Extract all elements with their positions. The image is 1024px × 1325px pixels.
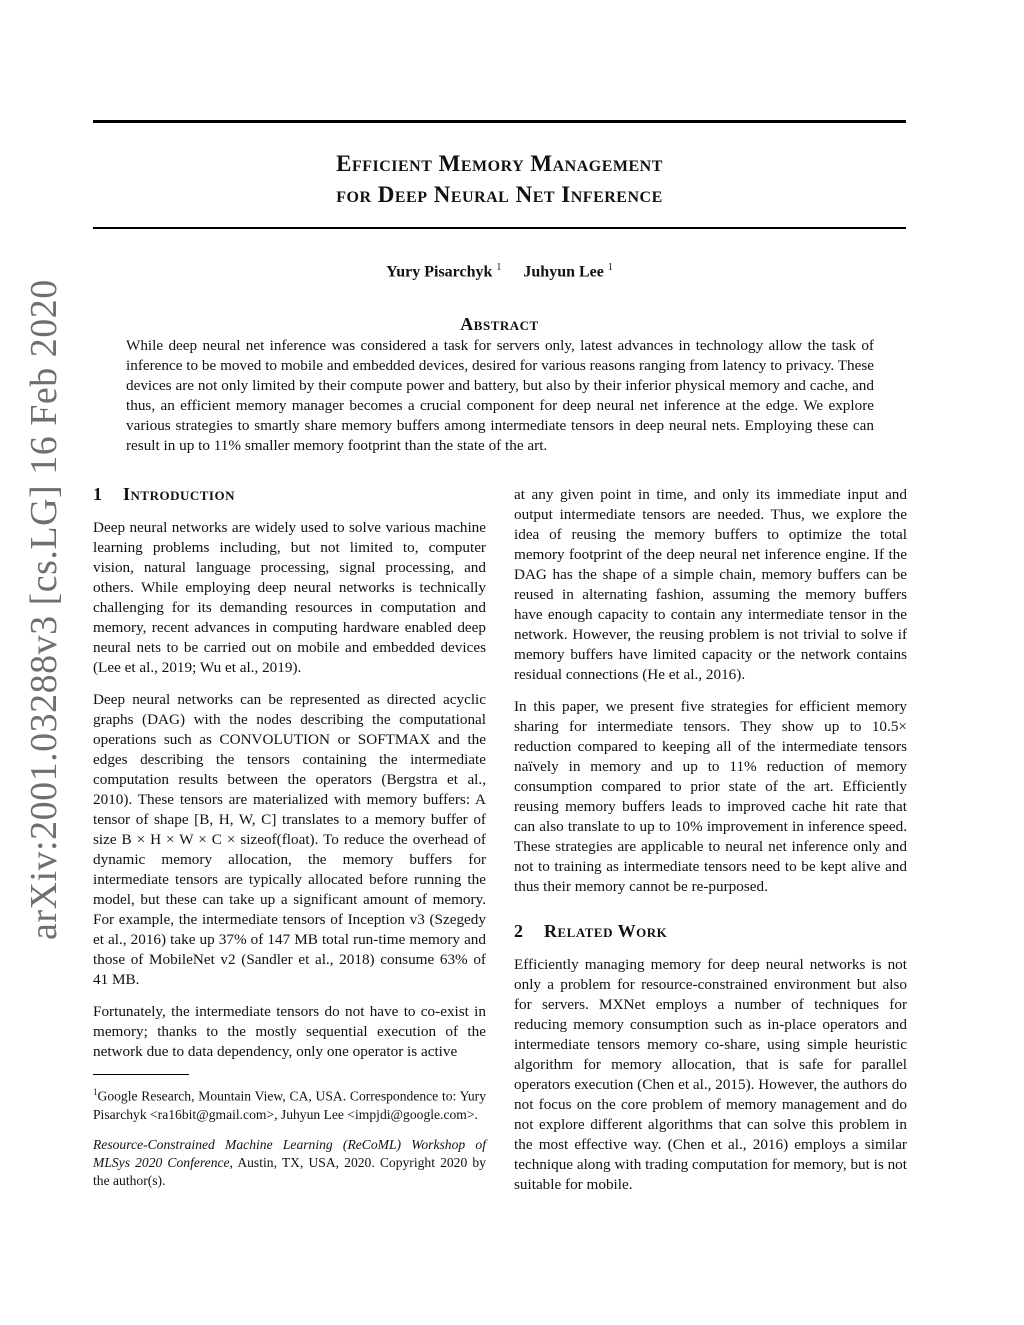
abstract-heading: Abstract <box>460 314 539 334</box>
abstract-text: While deep neural net inference was considered a task for servers only, latest advances in technology allow the task of inference to be moved to mobile and embedded devices, desired for various reasons ranging from latency to privacy. These devices are not only limited by their compute power and battery, but also by their inferior physical memory and cache, and thus, an efficient memory manager becomes a crucial component for deep neural net inference at the edge. We explore various strategies to smartly share memory buffers among intermediate tensors in deep neural nets. Employing these can result in up to 11% smaller memory footprint than the state of the art. <box>126 337 874 454</box>
paragraph: Efficiently managing memory for deep neural networks is not only a problem for resource-constrained environment but also for servers. MXNet employs a number of techniques for reducing memory consumption such as in-place operators and intermediate tensors memory co-share, using simple heuristic algorithm for memory allocation, that is safe for parallel operators execution (Chen et al., 2015). However, the authors do not focus on the core problem of memory management and do not explore different algorithms that can solve this problem in the most effective way. (Chen et al., 2016) employs a similar technique along with trading computation for memory, but is not suitable for mobile. <box>514 956 907 1193</box>
left-column <box>93 484 486 1202</box>
paragraph: Fortunately, the intermediate tensors do not have to co-exist in memory; thanks to the mostly sequential execution of the network due to data dependency, only one operator is active <box>93 1003 486 1060</box>
workshop-details: , Austin, TX, USA, 2020. Copyright 2020 by the author(s). <box>93 1154 486 1188</box>
paragraph: In this paper, we present five strategies for efficient memory sharing for intermediate tensors. They show up to 10.5× reduction compared to keeping all of the intermediate tensors naïvely in memory and up to 11% reduction of memory consumption compared to prior state of the art. Efficiently reusing memory buffers leads to improved cache hit rate that can also translate to up to 10% improvement in inference speed. These strategies are applicable to neural net inference only and not to training as intermediate tensors need to be kept alive and thus their memory cannot be re-purposed. <box>514 698 907 895</box>
section-number: 1 <box>93 484 103 504</box>
title-line-2: for Deep Neural Net Inference <box>336 182 663 207</box>
author-affiliation-mark: 1 <box>607 262 613 273</box>
footnote-text: Google Research, Mountain View, CA, USA. Correspondence to: Yury Pisarchyk <ra16bit@gmail.com>, Juhyun Lee <impjdi@google.com>. <box>93 1088 486 1122</box>
author-name: Yury Pisarchyk <box>386 263 493 281</box>
paper-title <box>93 148 906 210</box>
section-heading-introduction <box>93 484 486 504</box>
title-line-1: Efficient Memory Management <box>336 151 663 176</box>
workshop-note <box>93 1136 486 1190</box>
footnote-rule <box>93 1074 189 1075</box>
workshop-venue: Resource-Constrained Machine Learning (ReCoML) Workshop of MLSys 2020 Conference <box>93 1136 486 1170</box>
paragraph: at any given point in time, and only its immediate input and output intermediate tensors are needed. Thus, we explore the idea of reusing the memory buffers to optimize the total memory footprint of the deep neural net inference engine. If the DAG has the shape of a simple chain, memory buffers can be reused in alternating fashion, assuming the memory buffers have enough capacity to contain any intermediate tensor in the network. However, the reusing problem is not trivial to solve if memory buffers have limited capacity or the network contains residual connections (He et al., 2016). <box>514 486 907 683</box>
section-title: Related Work <box>544 921 668 941</box>
title-rule-bottom <box>93 227 906 229</box>
section-heading-related-work <box>514 921 907 941</box>
paragraph: Deep neural networks are widely used to solve various machine learning problems including, but not limited to, computer vision, natural language processing, signal processing, and others. While employing deep neural networks is technically challenging for its demanding resources in computation and memory, recent advances in computing hardware enabled deep neural nets to be carried out on mobile and embedded devices (Lee et al., 2019; Wu et al., 2019). <box>93 519 486 676</box>
title-rule-top <box>93 120 906 123</box>
section-title: Introduction <box>123 484 235 504</box>
author-affiliation-mark: 1 <box>496 262 502 273</box>
author-list <box>93 262 906 281</box>
footnote <box>93 1083 486 1124</box>
footnote-mark: 1 <box>93 1087 98 1097</box>
paragraph: Deep neural networks can be represented as directed acyclic graphs (DAG) with the nodes describing the computational operations such as CONVOLUTION or SOFTMAX and the edges describing the tensors containing the intermediate computation results between the operators (Bergstra et al., 2010). These tensors are materialized with memory buffers: A tensor of shape [B, H, W, C] translates to a memory buffer of size B × H × W × C × sizeof(float). To reduce the overhead of dynamic memory allocation, the memory buffers for intermediate tensors are typically allocated before running the model, but these can take up a significant amount of memory. For example, the intermediate tensors of Inception v3 (Szegedy et al., 2016) take up 37% of 147 MB total run-time memory and those of MobileNet v2 (Sandler et al., 2018) consume 63% of 41 MB. <box>93 691 486 988</box>
section-number: 2 <box>514 921 524 941</box>
arxiv-identifier: arXiv:2001.03288v3 [cs.LG] 16 Feb 2020 <box>23 279 65 940</box>
author-name: Juhyun Lee <box>523 263 604 281</box>
right-column <box>514 485 907 1207</box>
